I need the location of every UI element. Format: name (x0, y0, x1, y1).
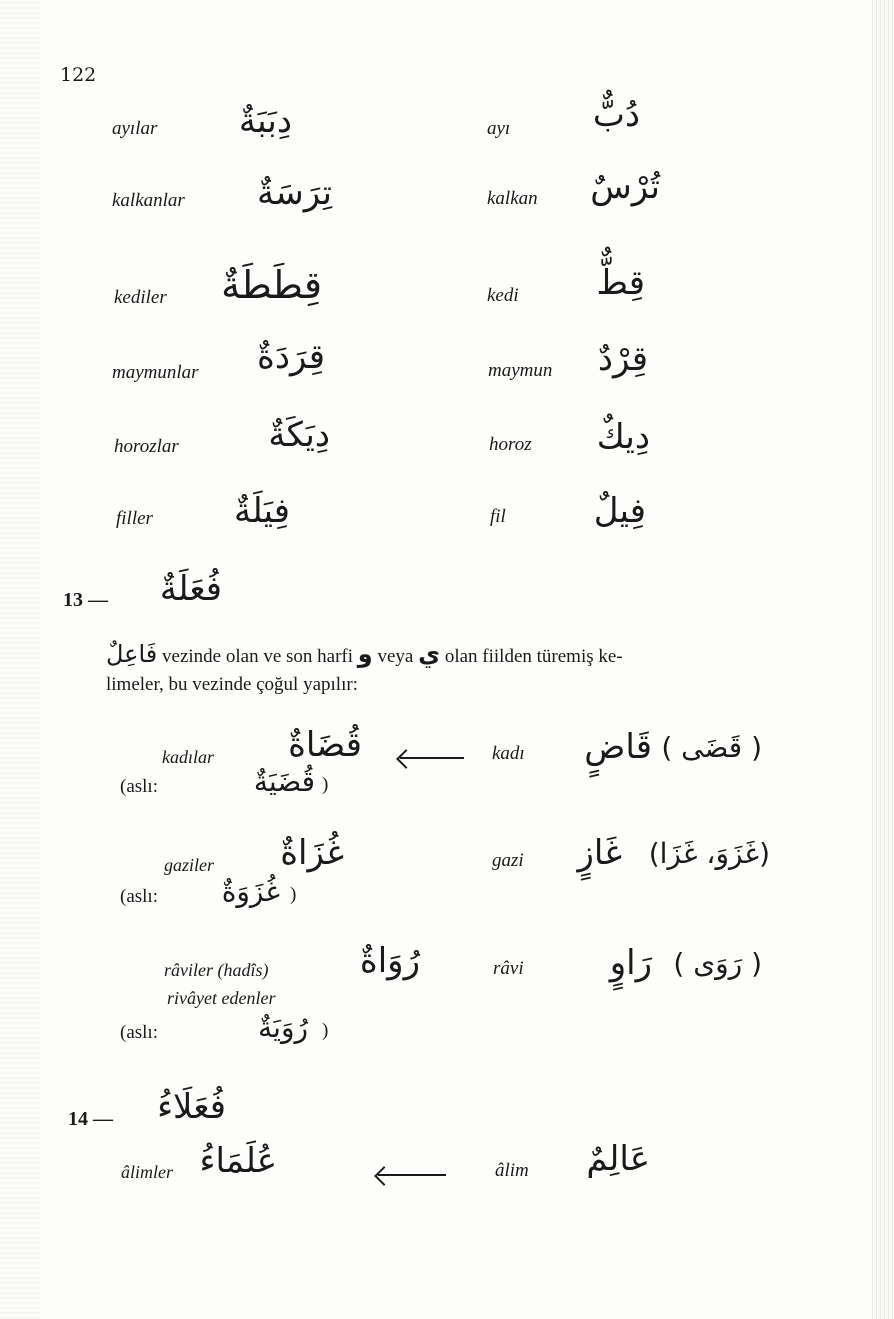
scan-edge-left (0, 0, 40, 1319)
singular-translation: maymun (488, 360, 553, 381)
letter-waw: و (357, 640, 373, 668)
singular-translation: râvi (493, 958, 524, 979)
asli-label: (aslı: (120, 776, 158, 797)
singular-translation: gazi (492, 850, 524, 871)
singular-arabic: تُرْسٌ (590, 167, 660, 207)
singular-translation: horoz (489, 434, 532, 455)
singular-translation: fil (490, 506, 506, 527)
scan-edge-right (872, 0, 894, 1319)
plural-translation: kalkanlar (112, 190, 185, 211)
singular-arabic: دِيكٌ (596, 417, 650, 457)
plural-translation: âlimler (121, 1162, 173, 1182)
plural-translation: ayılar (112, 118, 158, 139)
plural-arabic: قِرَدَةٌ (257, 337, 325, 377)
description-text: olan fiilden türemiş ke- (444, 646, 623, 667)
section-number: 13 — (63, 589, 108, 611)
arrow-left-icon (400, 757, 464, 759)
plural-arabic: غُزَاةٌ (280, 833, 344, 873)
singular-arabic: غَازٍ (577, 833, 622, 873)
asli-arabic: غُزَوَةٌ (221, 875, 280, 908)
plural-arabic: فِيَلَةٌ (234, 491, 290, 531)
plural-translation: kediler (114, 287, 167, 308)
singular-translation: kedi (487, 285, 519, 306)
arrow-left-icon (378, 1174, 446, 1176)
plural-arabic: دِبَبَةٌ (238, 101, 292, 141)
asli-close: ) (290, 884, 297, 905)
singular-arabic: قَاضٍ (584, 727, 652, 767)
plural-arabic: عُلَمَاءُ (199, 1141, 277, 1181)
plural-arabic: قِطَطَةٌ (221, 263, 322, 307)
letter-ya: ي (418, 640, 441, 668)
plural-translation: filler (116, 508, 153, 529)
root-verb: ( قَضَى ) (661, 731, 762, 764)
description-text: veya (377, 646, 414, 667)
section-pattern: فُعَلَةٌ (159, 569, 222, 609)
section-number: 14 — (68, 1108, 113, 1130)
plural-arabic: دِيَكَةٌ (268, 415, 330, 455)
singular-arabic: دُبٌّ (592, 95, 640, 135)
section-description (106, 640, 623, 668)
section-pattern: فُعَلَاءُ (157, 1087, 226, 1127)
asli-close: ) (322, 1020, 329, 1041)
plural-arabic: تِرَسَةٌ (257, 173, 332, 213)
singular-arabic: قِرْدٌ (597, 339, 648, 379)
asli-arabic: قُضَيَةٌ (253, 765, 315, 798)
singular-arabic: عَالِمٌ (586, 1139, 650, 1179)
singular-translation: kadı (492, 743, 525, 764)
description-text: vezinde olan ve son harfi (162, 646, 354, 667)
singular-translation: kalkan (487, 188, 538, 209)
section-description-line2: limeler, bu vezinde çoğul yapılır: (106, 674, 358, 695)
plural-translation: râviler (hadîs) (164, 960, 269, 980)
root-verb: (غَزَوَ، غَزَا) (648, 837, 770, 870)
plural-translation: horozlar (114, 436, 179, 457)
pattern-inline: فَاعِلٌ (106, 640, 158, 668)
plural-translation: gaziler (164, 855, 215, 875)
asli-close: ) (322, 774, 329, 795)
singular-arabic: رَاوٍ (609, 943, 652, 983)
singular-translation: âlim (495, 1160, 529, 1181)
plural-arabic: رُوَاةٌ (359, 941, 420, 981)
asli-label: (aslı: (120, 886, 158, 907)
asli-label: (aslı: (120, 1022, 158, 1043)
singular-translation: ayı (487, 118, 511, 139)
plural-translation-line2: rivâyet edenler (167, 988, 276, 1008)
singular-arabic: فِيلٌ (593, 491, 646, 531)
plural-translation: kadılar (162, 747, 214, 767)
root-verb: ( رَوَى ) (673, 947, 762, 980)
page-number: 122 (60, 64, 97, 86)
plural-translation: maymunlar (112, 362, 199, 383)
plural-arabic: قُضَاةٌ (288, 725, 362, 765)
asli-arabic: رُوَيَةٌ (258, 1011, 308, 1044)
singular-arabic: قِطٌّ (596, 263, 645, 303)
